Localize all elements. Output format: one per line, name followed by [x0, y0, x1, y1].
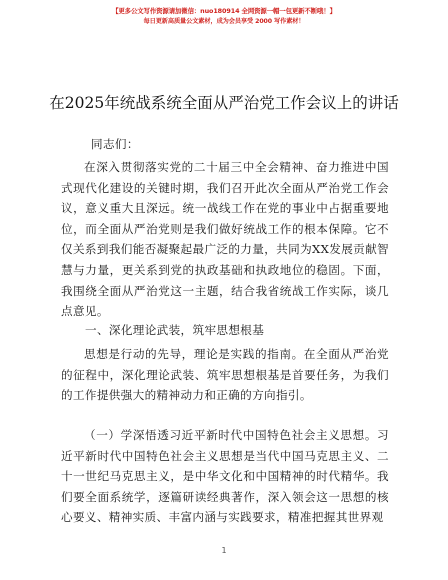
promo-banner-line-1: 【更多公文写作资源请加微信：nuo180914 全网资源一帽一包更新不断哦！】 — [112, 7, 336, 15]
document-title: 在2025年统战系统全面从严治党工作会议上的讲话 — [49, 94, 399, 112]
promo-banner-line-2: 每日更新高质量公文素材，成为会员享受 2000 写作素材！ — [143, 18, 305, 25]
section-heading-1: 一、深化理论武装，筑牢思想根基 — [85, 323, 265, 337]
paragraph-intro: 在深入贯彻落实党的二十届三中全会精神、奋力推进中国式现代化建设的关键时期，我们召开此次全面从严治党工作会议，意义重大且深远。统一战线工作在党的事业中占据重要地位，而全面从严治党则是我们做好统战工作的根本保障。它不仅关系到我们能否凝聚起最广泛的力量，共同为XX发展贡献智慧与力量，更关系到党的执政基础和执政地位的稳固。下面，我围绕全面从严治党这一主题，结合我省统战工作实际，谈几点意见。 — [61, 160, 389, 319]
paragraph-section-1: 思想是行动的先导，理论是实践的指南。在全面从严治党的征程中，深化理论武装、筑牢思想根基是首要任务，为我们的工作提供强大的精神动力和正确的方向指引。 — [61, 347, 389, 403]
page-number: 1 — [221, 546, 227, 555]
paragraph-subsection-1: （一）学深悟透习近平新时代中国特色社会主义思想。习近平新时代中国特色社会主义思想是当代中国马克思主义、二十一世纪马克思主义，是中华文化和中国精神的时代精华。我们要全面系统学，逐篇研读经典著作，深入领会这一思想的核心要义、精神实质、丰富内涵与实践要求，精准把握其世界观 — [61, 428, 389, 525]
salutation: 同志们： — [91, 137, 139, 151]
